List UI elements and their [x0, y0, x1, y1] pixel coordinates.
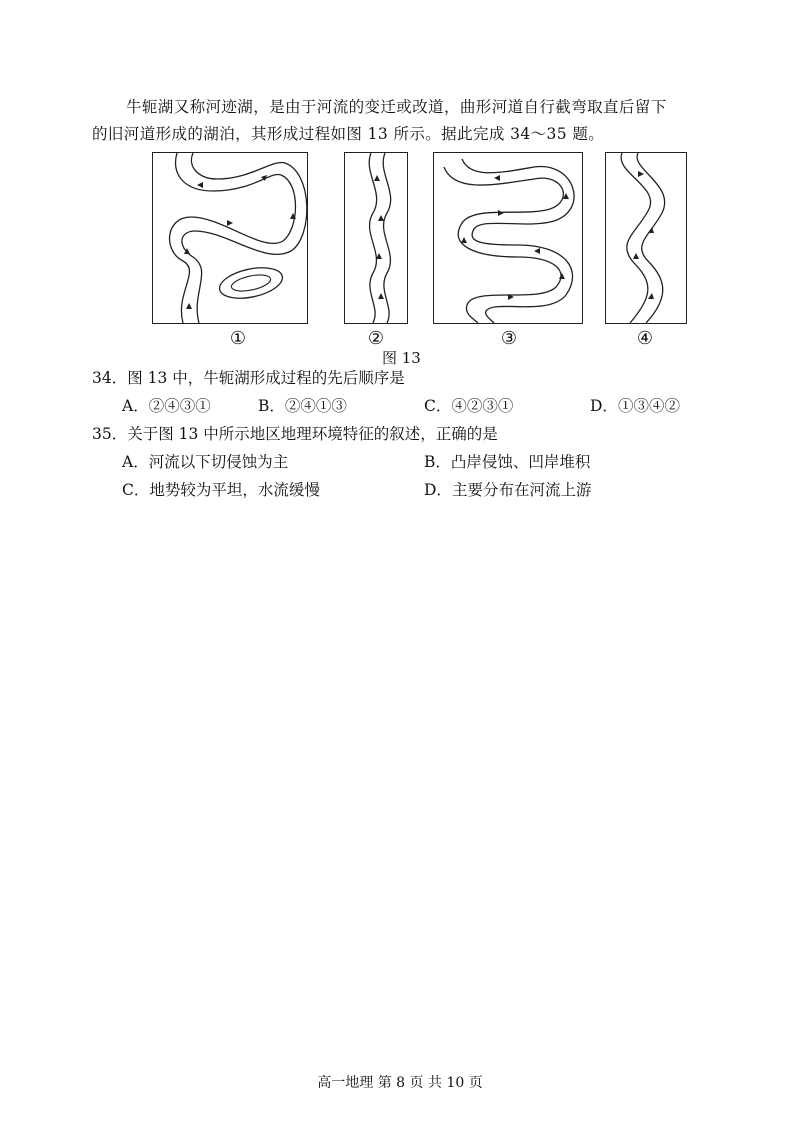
- option-text: ②④①③: [284, 397, 347, 415]
- figure-panel-3-label: ③: [500, 328, 518, 349]
- page-footer: 高一地理 第 8 页 共 10 页: [317, 1075, 483, 1091]
- question-35-option-b: [424, 450, 590, 474]
- question-34-option-b: [258, 394, 347, 418]
- intro-line-1: [92, 94, 732, 121]
- figure-panel-4: [605, 152, 687, 324]
- question-35-stem: 35．关于图 13 中所示地区地理环境特征的叙述，正确的是: [92, 425, 498, 443]
- question-35-option-c: [122, 478, 320, 502]
- question-34-option-c: [424, 394, 513, 418]
- option-text: ②④③①: [148, 397, 211, 415]
- option-text: 主要分布在河流上游: [451, 481, 592, 499]
- intro-line-2: [92, 121, 732, 148]
- meander-diagram-1: [153, 153, 307, 323]
- option-key: D．: [590, 397, 618, 415]
- option-key: A．: [122, 453, 149, 471]
- figure-panel-1: [152, 152, 308, 324]
- option-key: C．: [122, 481, 150, 499]
- option-key: A．: [122, 397, 149, 415]
- question-35-option-d: [424, 478, 591, 502]
- option-text: 河流以下切侵蚀为主: [148, 453, 289, 471]
- figure-panel-2: [344, 152, 408, 324]
- meander-diagram-4: [606, 153, 686, 323]
- question-35-option-a: [122, 450, 288, 474]
- option-text: ④②③①: [451, 397, 514, 415]
- intro-paragraph: [92, 94, 732, 148]
- option-text: ①③④②: [617, 397, 680, 415]
- question-34-option-d: [590, 394, 680, 418]
- figure-panel-2-label: ②: [367, 328, 385, 349]
- figure-panel-3: [433, 152, 583, 324]
- question-34-option-a: [122, 394, 211, 418]
- option-key: D．: [424, 481, 452, 499]
- option-key: B．: [424, 453, 451, 471]
- figure-panel-1-label: ①: [229, 328, 247, 349]
- intro-line-1-text: 牛轭湖又称河迹湖，是由于河流的变迁或改道，曲形河道自行截弯取直后留下: [126, 98, 667, 116]
- option-text: 地势较为平坦，水流缓慢: [149, 481, 320, 499]
- intro-line-2-text: 的旧河道形成的湖泊，其形成过程如图 13 所示。据此完成 34～35 题。: [92, 125, 605, 143]
- meander-diagram-3: [434, 153, 582, 323]
- figure-caption: 图 13: [382, 349, 421, 367]
- figure-panel-4-label: ④: [636, 328, 654, 349]
- option-key: B．: [258, 397, 285, 415]
- question-34-stem: 34．图 13 中，牛轭湖形成过程的先后顺序是: [92, 369, 405, 387]
- option-text: 凸岸侵蚀、凹岸堆积: [450, 453, 591, 471]
- option-key: C．: [424, 397, 452, 415]
- meander-diagram-2: [345, 153, 407, 323]
